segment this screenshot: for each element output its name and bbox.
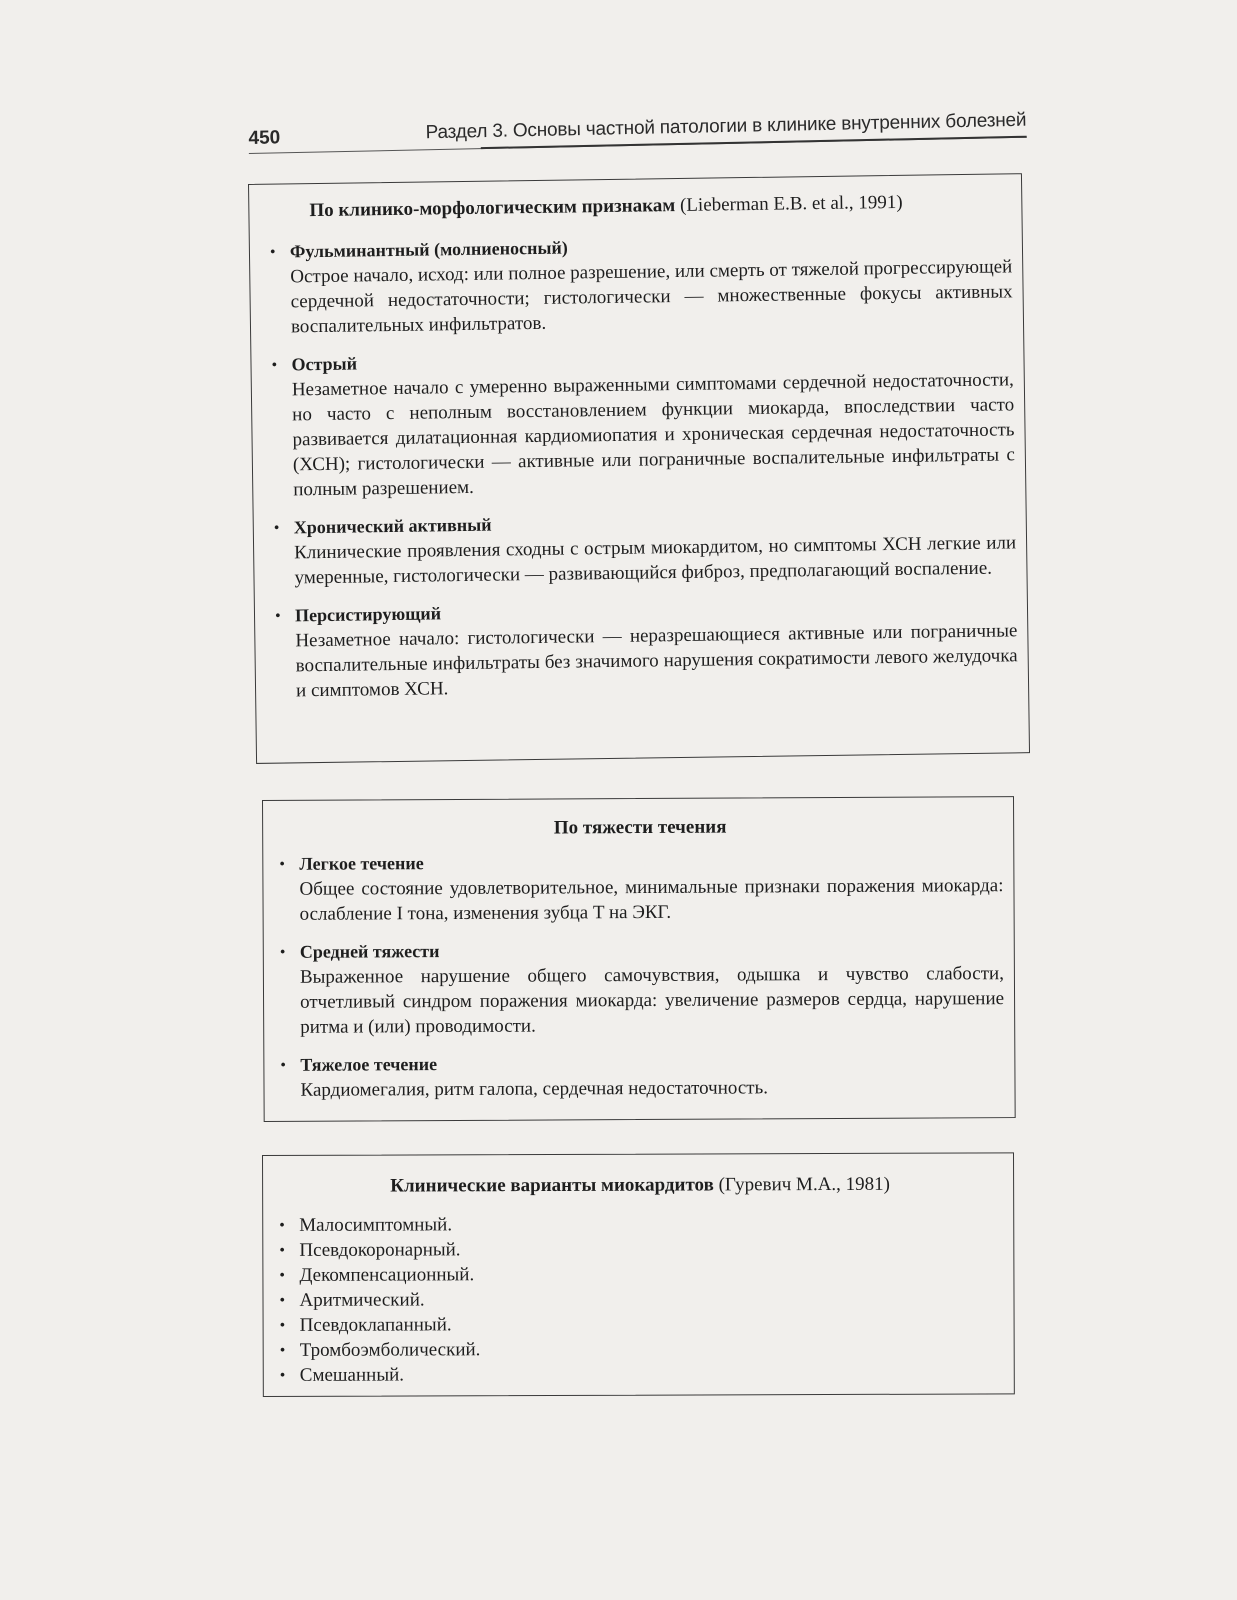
item-text: Незаметное начало: гистологически — неразрешающиеся активные или пограничные воспалительные инфильтраты без значимого нарушения сократимости левого желудочка и симптомов ХСН. <box>295 620 1018 702</box>
list-item: • Малосимптомный. <box>277 1210 1003 1238</box>
box-title <box>277 1171 1003 1199</box>
item-title: • Хронический активный <box>293 514 492 538</box>
clinical-variants-box <box>262 1152 1015 1397</box>
box-title-main: Клинические варианты миокардитов <box>390 1174 714 1197</box>
box-title <box>309 188 1011 223</box>
list-item: • Смешанный. <box>278 1360 1004 1388</box>
list-item <box>278 1049 1004 1103</box>
item-title: • Персистирующий <box>294 603 442 626</box>
list-item: • Тромбоэмболический. <box>278 1335 1004 1363</box>
box-title-reference: (Гуревич М.А., 1981) <box>718 1173 891 1196</box>
item-title: • Тяжелое течение <box>300 1054 438 1075</box>
section-title: Раздел 3. Основы частной патологии в клинике внутренних болезней <box>425 109 1027 144</box>
morphology-classification-box <box>248 173 1030 764</box>
item-text: Кардиомегалия, ритм галопа, сердечная недостаточность. <box>300 1077 769 1101</box>
list-item <box>268 229 1013 339</box>
item-text: Острое начало, исход: или полное разрешение, или смерть от тяжелой прогрессирующей сердечной недостаточности; гистологически — множественные фокусы активных воспалительных инфильтратов. <box>290 256 1013 338</box>
item-text: Незаметное начало с умеренно выраженными симптомами сердечной недостаточности, но часто с неполным восстановлением функции миокарда, впоследствии часто развивается дилатационная кардиомиопатия и хроническая сердечная недостаточность (ХСН); гистологически — активные или пограничные воспалительные инфильтраты с полным разрешением. <box>291 369 1016 501</box>
item-title: • Фульминантный (молниеносный) <box>289 237 568 262</box>
item-title: • Средней тяжести <box>299 941 440 962</box>
box-title-main: По клинико-морфологическим признакам <box>309 195 676 222</box>
page-number: 450 <box>248 127 281 149</box>
list-item: • Псевдокоронарный. <box>277 1235 1003 1263</box>
running-head <box>248 96 1027 154</box>
item-title: • Легкое течение <box>299 853 424 874</box>
severity-classification-box <box>262 796 1016 1122</box>
box-title-reference: (Lieberman E.B. et al., 1991) <box>679 191 903 216</box>
list-item <box>269 342 1015 502</box>
item-text: Клинические проявления сходны с острым миокардитом, но симптомы ХСН легкие или умеренные, гистологически — развивающийся фиброз, предполагающий воспаление. <box>294 532 1017 589</box>
list-item: • Декомпенсационный. <box>277 1260 1003 1288</box>
list-item <box>272 505 1017 590</box>
variants-list <box>277 1210 1004 1388</box>
list-item <box>278 936 1005 1040</box>
list-item <box>277 848 1003 927</box>
item-title: • Острый <box>291 353 358 375</box>
item-text: Общее состояние удовлетворительное, минимальные признаки поражения миокарда: ослабление I тона, изменения зубца T на ЭКГ. <box>299 875 1004 925</box>
list-item <box>273 593 1018 703</box>
item-text: Выраженное нарушение общего самочувствия, одышка и чувство слабости, отчетливый синдром поражения миокарда: увеличение размеров сердца, нарушение ритма и (или) проводимости. <box>299 963 1005 1038</box>
list-item: • Аритмический. <box>277 1285 1003 1313</box>
list-item: • Псевдоклапанный. <box>278 1310 1004 1338</box>
box-title: По тяжести течения <box>553 816 727 839</box>
